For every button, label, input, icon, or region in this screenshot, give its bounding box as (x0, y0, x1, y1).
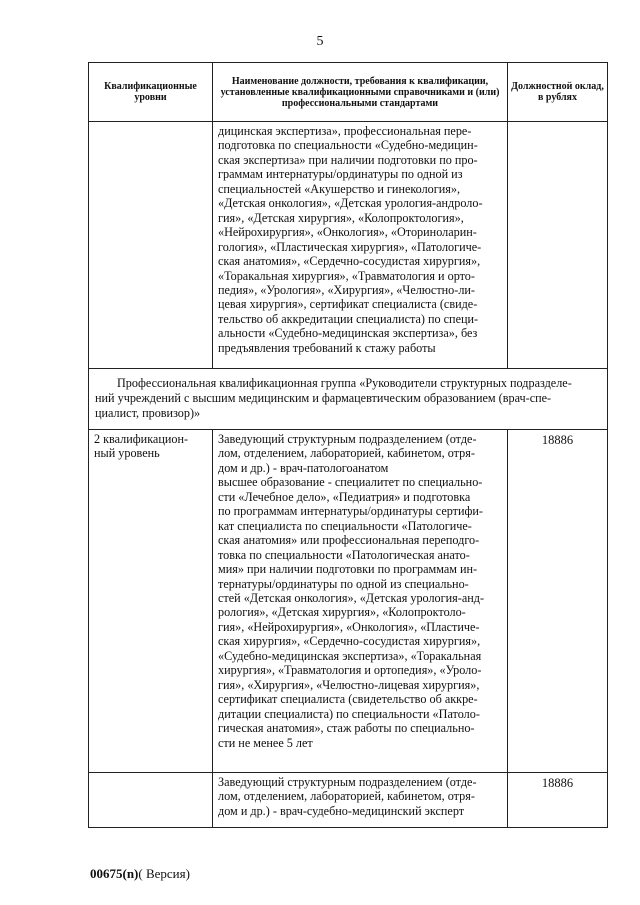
text-line: Профессиональная квалификационная группа «Руководители структурных подразделе- (117, 376, 572, 390)
requirements-cell (213, 430, 508, 773)
salary-cell (508, 430, 608, 773)
text-line: товка по специальности «Патологическая анато- (218, 547, 470, 562)
page-number: 5 (316, 34, 324, 49)
text-line: гия», «Нейрохирургия», «Онкология», «Пластиче- (218, 619, 480, 634)
text-line: «Торакальная хирургия», «Травматология и орто- (218, 268, 475, 283)
text-line: «Нейрохирургия», «Онкология», «Оториноларин- (218, 225, 477, 240)
requirements-text (213, 773, 507, 821)
salary-value: 18886 (541, 433, 574, 447)
text-line: 2 квалификацион- (94, 432, 189, 446)
text-line: кат специалиста по специальности «Патологиче- (218, 518, 472, 533)
text-line: лом, отделением, лабораторией, кабинетом, отря- (218, 789, 475, 804)
text-line: лом, отделением, лабораторией, кабинетом, отря- (218, 446, 475, 461)
level-cell (89, 430, 213, 773)
text-line: стей «Детская онкология», «Детская урология-анд- (218, 590, 485, 605)
salary-cell (508, 122, 608, 369)
level-text (89, 430, 212, 464)
text-line: высшее образование - специалитет по специально- (218, 475, 483, 490)
text-line: дитации специалиста) по специальности «Патоло- (218, 706, 480, 721)
text-line: ская анатомия» или профессиональная переподго- (218, 533, 480, 548)
header-salary: Должностной оклад, в рублях (508, 63, 608, 122)
text-line: ская анатомия», «Сердечно-сосудистая хирургия», (218, 254, 481, 269)
requirements-cell (213, 122, 508, 369)
header-position-requirements: Наименование должности, требования к квалификации, установленные квалификационными справочниками и (или) профессиональными стандартами (213, 63, 508, 122)
salary-value: 18886 (541, 776, 574, 790)
level-cell (89, 773, 213, 828)
document-code-bold: 00675(n) (90, 866, 139, 881)
text-line: по программам интернатуры/ординатуры сертифи- (218, 504, 483, 519)
requirements-text (213, 430, 507, 753)
table-row (89, 122, 608, 369)
salary-table (88, 62, 608, 828)
text-line: циалист, провизор)» (95, 406, 201, 420)
text-line: подготовка по специальности «Судебно-медицин- (218, 138, 478, 153)
text-line: дицинская экспертиза», профессиональная пере- (218, 124, 472, 138)
text-line: ская экспертиза» при наличии подготовки по про- (218, 152, 478, 167)
salary-cell (508, 773, 608, 828)
document-code-version: ( Версия) (138, 866, 190, 881)
text-line: гия», «Детская хирургия», «Колопроктология», (218, 210, 464, 225)
text-line: мия» при наличии подготовки по программам ин- (218, 562, 478, 577)
level-cell (89, 122, 213, 369)
text-line: граммам интернатуры/ординатуры по одной из (218, 167, 463, 182)
text-line: дом и др.) - врач-патологоанатом (218, 460, 389, 475)
text-line: педия», «Урология», «Хирургия», «Челюстно-ли- (218, 282, 475, 297)
text-line: рология», «Детская хирургия», «Колопроктоло- (218, 605, 466, 620)
text-line: сти не менее 5 лет (218, 735, 313, 750)
table-row (89, 430, 608, 773)
text-line: гия», «Хирургия», «Челюстно-лицевая хирургия», (218, 677, 480, 692)
group-title-text (95, 376, 601, 421)
text-line: предъявления требований к стажу работы (218, 340, 436, 355)
text-line: гология», «Пластическая хирургия», «Патологиче- (218, 239, 482, 254)
text-line: специальностей «Акушерство и гинекология», (218, 181, 461, 196)
text-line: Заведующий структурным подразделением (отде- (218, 432, 477, 446)
text-line: Заведующий структурным подразделением (отде- (218, 775, 477, 789)
text-line: дом и др.) - врач-судебно-медицинский эксперт (218, 803, 465, 818)
document-code (90, 866, 190, 882)
text-line: тельство об аккредитации специалиста) по специ- (218, 311, 479, 326)
group-row (89, 369, 608, 430)
requirements-cell (213, 773, 508, 828)
text-line: гическая анатомия», стаж работы по специально- (218, 721, 475, 736)
text-line: цевая хирургия», сертификат специалиста (свиде- (218, 297, 478, 312)
text-line: хирургия», «Травматология и ортопедия», «Уроло- (218, 663, 482, 678)
text-line: ний учреждений с высшим медицинским и фармацевтическим образованием (врач-спе- (95, 391, 552, 405)
text-line: «Судебно-медицинская экспертиза», «Торакальная (218, 648, 482, 663)
text-line: сти «Лечебное дело», «Педиатрия» и подготовка (218, 489, 471, 504)
requirements-text (213, 122, 507, 358)
group-title (89, 369, 608, 430)
text-line: ская хирургия», «Сердечно-сосудистая хирургия», (218, 634, 481, 649)
text-line: «Детская онкология», «Детская урология-андроло- (218, 196, 483, 211)
header-qualification-levels: Квалификационные уровни (89, 63, 213, 122)
table-header-row (89, 63, 608, 122)
table-row (89, 773, 608, 828)
text-line: сертификат специалиста (свидетельство об аккре- (218, 692, 478, 707)
text-line: ный уровень (94, 446, 160, 461)
text-line: тернатуры/ординатуры по одной из специально- (218, 576, 469, 591)
text-line: альности «Судебно-медицинская экспертиза», без (218, 326, 478, 341)
